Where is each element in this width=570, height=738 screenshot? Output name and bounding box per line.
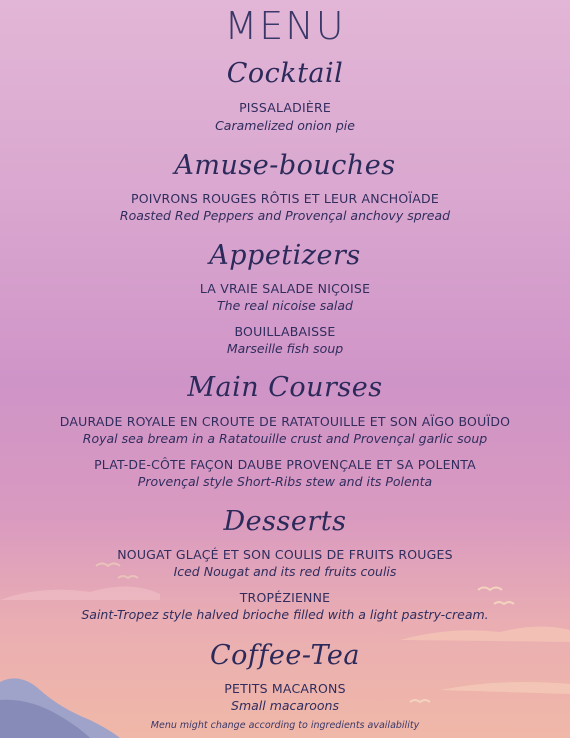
dish-name: DAURADE ROYALE EN CROUTE DE RATATOUILLE ET SON AÏGO BOUÏDO: [59, 414, 511, 429]
dish-name: POIVRONS ROUGES RÔTIS ET LEUR ANCHOÏADE: [131, 191, 439, 206]
section-title-main-courses: Main Courses: [187, 372, 383, 403]
dish-description: Caramelized onion pie: [215, 118, 355, 133]
section-title-amuse-bouches: Amuse-bouches: [174, 150, 396, 181]
dish-description: Saint-Tropez style halved brioche filled with a light pastry-cream.: [81, 607, 489, 622]
dish-name: PETITS MACARONS: [224, 681, 346, 696]
dish-description: Provençal style Short-Ribs stew and its Polenta: [137, 474, 433, 489]
availability-note: Menu might change according to ingredients availability: [150, 720, 420, 731]
dish-description: Marseille fish soup: [226, 341, 344, 356]
dish-name: BOUILLABAISSE: [234, 324, 336, 339]
dish-description: Iced Nougat and its red fruits coulis: [173, 564, 397, 579]
dish-name: TROPÉZIENNE: [239, 590, 331, 605]
dish-description: The real nicoise salad: [217, 298, 353, 313]
section-title-cocktail: Cocktail: [226, 58, 344, 89]
dish-name: LA VRAIE SALADE NIÇOISE: [199, 281, 371, 296]
section-title-coffee-tea: Coffee-Tea: [209, 640, 360, 671]
dish-description: Small macaroons: [231, 698, 339, 713]
section-title-desserts: Desserts: [223, 506, 347, 537]
dish-name: PLAT-DE-CÔTE FAÇON DAUBE PROVENÇALE ET SA POLENTA: [94, 457, 476, 472]
dish-name: PISSALADIÈRE: [239, 100, 331, 115]
menu-title: MENU: [224, 4, 346, 48]
dish-description: Royal sea bream in a Ratatouille crust and Provençal garlic soup: [82, 431, 488, 446]
section-title-appetizers: Appetizers: [209, 240, 361, 271]
dish-name: NOUGAT GLAÇÉ ET SON COULIS DE FRUITS ROUGES: [117, 547, 453, 562]
dish-description: Roasted Red Peppers and Provençal anchovy spread: [119, 208, 451, 223]
